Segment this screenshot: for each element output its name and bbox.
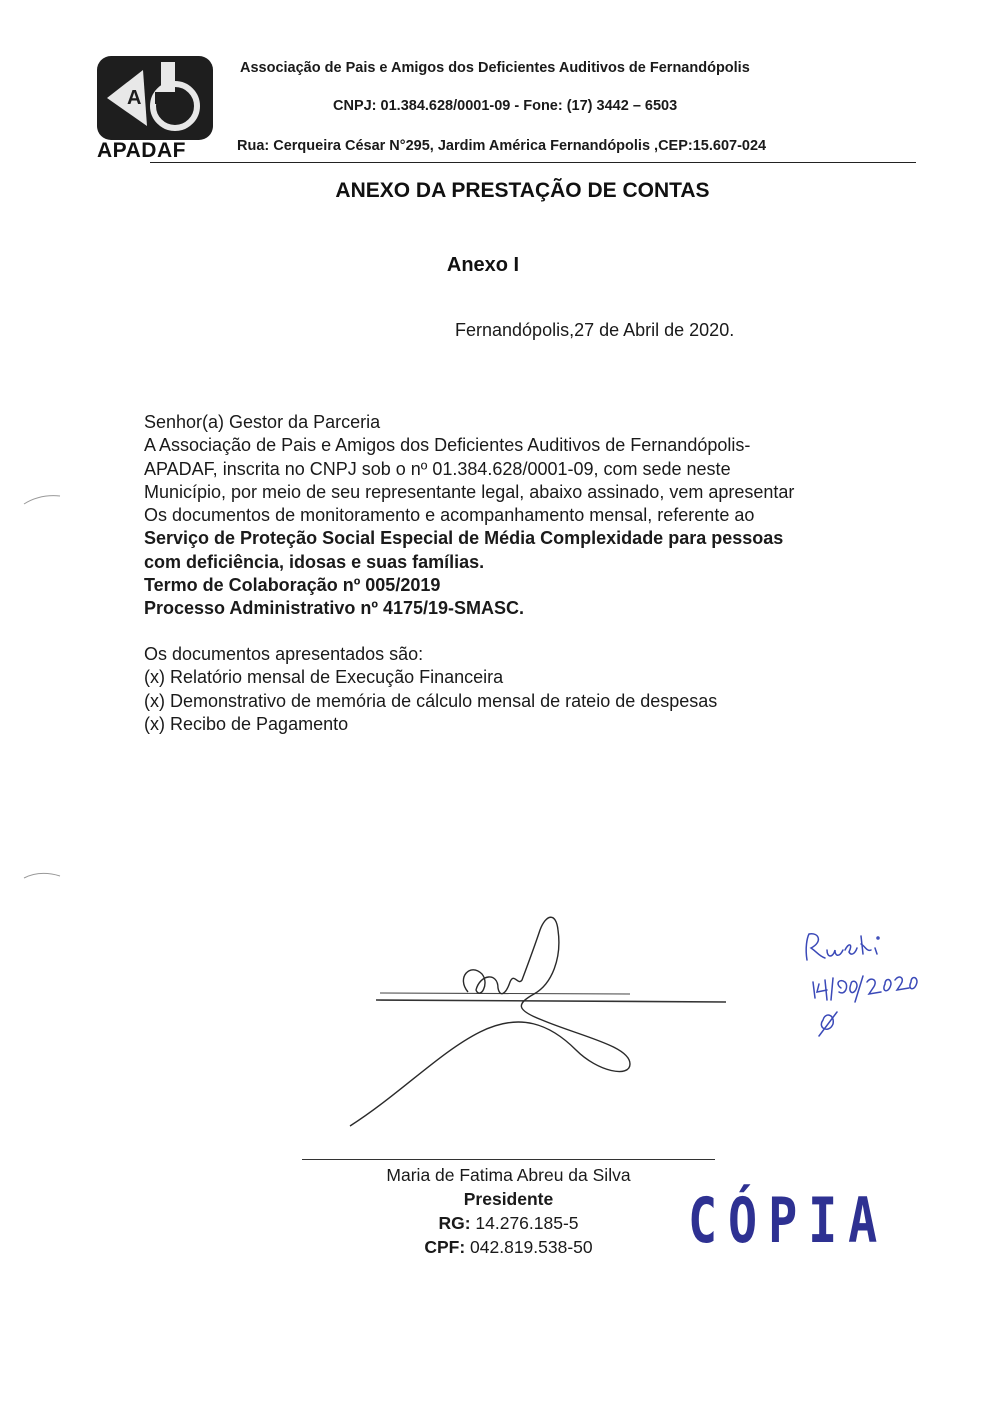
document-title: ANEXO DA PRESTAÇÃO DE CONTAS	[335, 179, 710, 202]
signature	[330, 900, 750, 1140]
body-bold-line: Processo Administrativo nº 4175/19-SMASC.	[144, 598, 525, 619]
document-date: Fernandópolis,27 de Abril de 2020.	[455, 320, 735, 340]
copy-stamp: CÓPIA	[688, 1184, 889, 1257]
documents-list	[144, 643, 904, 736]
body-line: APADAF, inscrita no CNPJ sob o nº 01.384.628/0001-09, com sede neste	[144, 458, 731, 479]
logo-label: APADAF	[97, 139, 186, 162]
document-item: (x) Recibo de Pagamento	[144, 713, 349, 734]
apadaf-logo	[97, 56, 213, 140]
body-bold-line: Termo de Colaboração nº 005/2019	[144, 575, 441, 596]
annex-heading: Anexo I	[446, 254, 520, 276]
signature-line	[302, 1159, 715, 1160]
body-bold-line: Serviço de Proteção Social Especial de Média Complexidade para pessoas	[144, 528, 784, 549]
document-item: (x) Relatório mensal de Execução Financeira	[144, 667, 504, 688]
signer-block	[302, 1163, 715, 1259]
cpf-value: 042.819.538-50	[465, 1237, 593, 1257]
body-bold-line: com deficiência, idosas e suas famílias.	[144, 551, 485, 572]
rg-label: RG:	[438, 1213, 471, 1233]
rg-value: 14.276.185-5	[470, 1213, 579, 1233]
address: Rua: Cerqueira César N°295, Jardim América Fernandópolis ,CEP:15.607-024	[237, 138, 767, 154]
org-name: Associação de Pais e Amigos dos Deficientes Auditivos de Fernandópolis	[240, 60, 750, 76]
header-divider	[150, 162, 916, 163]
body-line: Município, por meio de seu representante legal, abaixo assinado, vem apresentar	[144, 481, 795, 502]
documents-intro: Os documentos apresentados são:	[144, 644, 424, 664]
signer-role: Presidente	[463, 1189, 554, 1209]
signer-cpf	[302, 1235, 715, 1259]
letter-body	[144, 411, 904, 621]
document-item: (x) Demonstrativo de memória de cálculo mensal de rateio de despesas	[144, 690, 718, 711]
signer-rg	[302, 1211, 715, 1235]
body-line: Senhor(a) Gestor da Parceria	[144, 412, 381, 432]
body-line: Os documentos de monitoramento e acompanhamento mensal, referente ao	[144, 505, 755, 526]
body-line: A Associação de Pais e Amigos dos Deficientes Auditivos de Fernandópolis-	[144, 435, 751, 456]
signer-name: Maria de Fatima Abreu da Silva	[386, 1165, 631, 1185]
logo-letter: A	[127, 87, 142, 109]
cnpj-phone: CNPJ: 01.384.628/0001-09 - Fone: (17) 3442 – 6503	[333, 98, 678, 114]
handwritten-note	[785, 920, 935, 1050]
scan-mark	[22, 868, 62, 882]
cpf-label: CPF:	[424, 1237, 466, 1257]
scan-mark	[22, 492, 62, 506]
